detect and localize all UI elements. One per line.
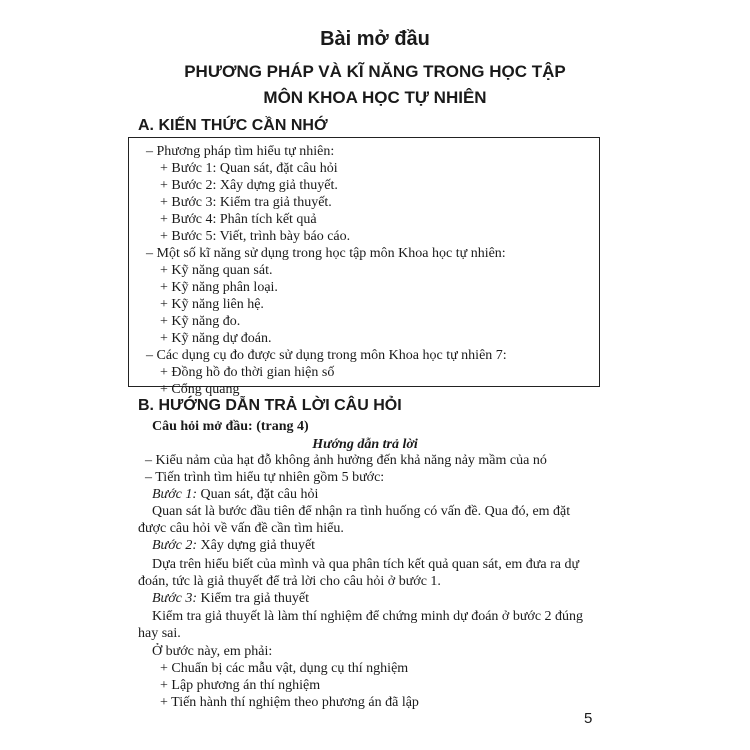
step-2-label: Bước 2:	[152, 538, 198, 553]
box-line: – Một số kĩ năng sử dụng trong học tập môn Khoa học tự nhiên:	[146, 246, 506, 261]
question-label: Câu hỏi mở đầu: (trang 4)	[152, 419, 309, 434]
intro-line: – Kiểu nảm của hạt đỗ không ảnh hưởng đến khả năng nảy mầm của nó	[145, 453, 547, 468]
step-1-label: Bước 1:	[152, 487, 198, 502]
step-3-heading	[152, 590, 309, 607]
page-number: 5	[584, 710, 593, 727]
step-1-title: Quan sát, đặt câu hỏi	[197, 487, 319, 502]
step-2-title: Xây dựng giả thuyết	[197, 538, 316, 553]
box-line: + Kỹ năng liên hệ.	[160, 297, 264, 312]
guide-title: Hướng dẫn trả lời	[312, 437, 418, 452]
step-3-label: Bước 3:	[152, 591, 198, 606]
step-2-heading	[152, 537, 315, 554]
box-line: + Đồng hồ đo thời gian hiện số	[160, 365, 335, 380]
paragraph-line: Kiểm tra giả thuyết là làm thí nghiệm để chứng minh dự đoán ở bước 2 đúng	[152, 609, 584, 624]
lesson-title: Bài mở đầu	[320, 28, 430, 50]
subtitle-line-1: PHƯƠNG PHÁP VÀ KĨ NĂNG TRONG HỌC TẬP	[184, 62, 566, 81]
box-line: + Kỹ năng đo.	[160, 314, 241, 329]
paragraph-line: hay sai.	[138, 626, 181, 641]
subtitle-line-2: MÔN KHOA HỌC TỰ NHIÊN	[263, 88, 487, 107]
intro-line: – Tiến trình tìm hiểu tự nhiên gồm 5 bước:	[145, 470, 385, 485]
box-line: + Kỹ năng dự đoán.	[160, 331, 272, 346]
paragraph-line: Ở bước này, em phải:	[152, 644, 273, 659]
box-line: + Bước 3: Kiểm tra giả thuyết.	[160, 195, 332, 210]
box-line: + Bước 5: Viết, trình bày báo cáo.	[160, 229, 351, 244]
paragraph-line: Quan sát là bước đầu tiên để nhận ra tình huống có vấn đề. Qua đó, em đặt	[152, 504, 571, 519]
box-line: + Bước 1: Quan sát, đặt câu hỏi	[160, 161, 338, 176]
paragraph-line: đoán, tức là giả thuyết để trả lời cho câu hỏi ở bước 1.	[138, 574, 441, 589]
box-line: – Phương pháp tìm hiểu tự nhiên:	[146, 144, 335, 159]
box-line: + Kỹ năng quan sát.	[160, 263, 273, 278]
section-a-heading: A. KIẾN THỨC CẦN NHỚ	[138, 117, 328, 134]
step-3-title: Kiểm tra giả thuyết	[197, 591, 310, 606]
paragraph-line: được câu hỏi về vấn đề cần tìm hiểu.	[138, 521, 344, 536]
box-line: + Bước 4: Phân tích kết quả	[160, 212, 317, 227]
section-b-heading: B. HƯỚNG DẪN TRẢ LỜI CÂU HỎI	[138, 397, 402, 414]
box-line: + Bước 2: Xây dựng giả thuyết.	[160, 178, 338, 193]
box-line: – Các dụng cụ đo được sử dụng trong môn Khoa học tự nhiên 7:	[146, 348, 507, 363]
bullet-line: + Tiến hành thí nghiệm theo phương án đã lập	[160, 695, 419, 710]
step-1-heading	[152, 486, 318, 503]
box-line: + Cổng quang	[160, 382, 240, 397]
paragraph-line: Dựa trên hiểu biết của mình và qua phân tích kết quả quan sát, em đưa ra dự	[152, 557, 580, 572]
box-line: + Kỹ năng phân loại.	[160, 280, 278, 295]
bullet-line: + Chuẩn bị các mẫu vật, dụng cụ thí nghiệm	[160, 661, 409, 676]
bullet-line: + Lập phương án thí nghiệm	[160, 678, 321, 693]
